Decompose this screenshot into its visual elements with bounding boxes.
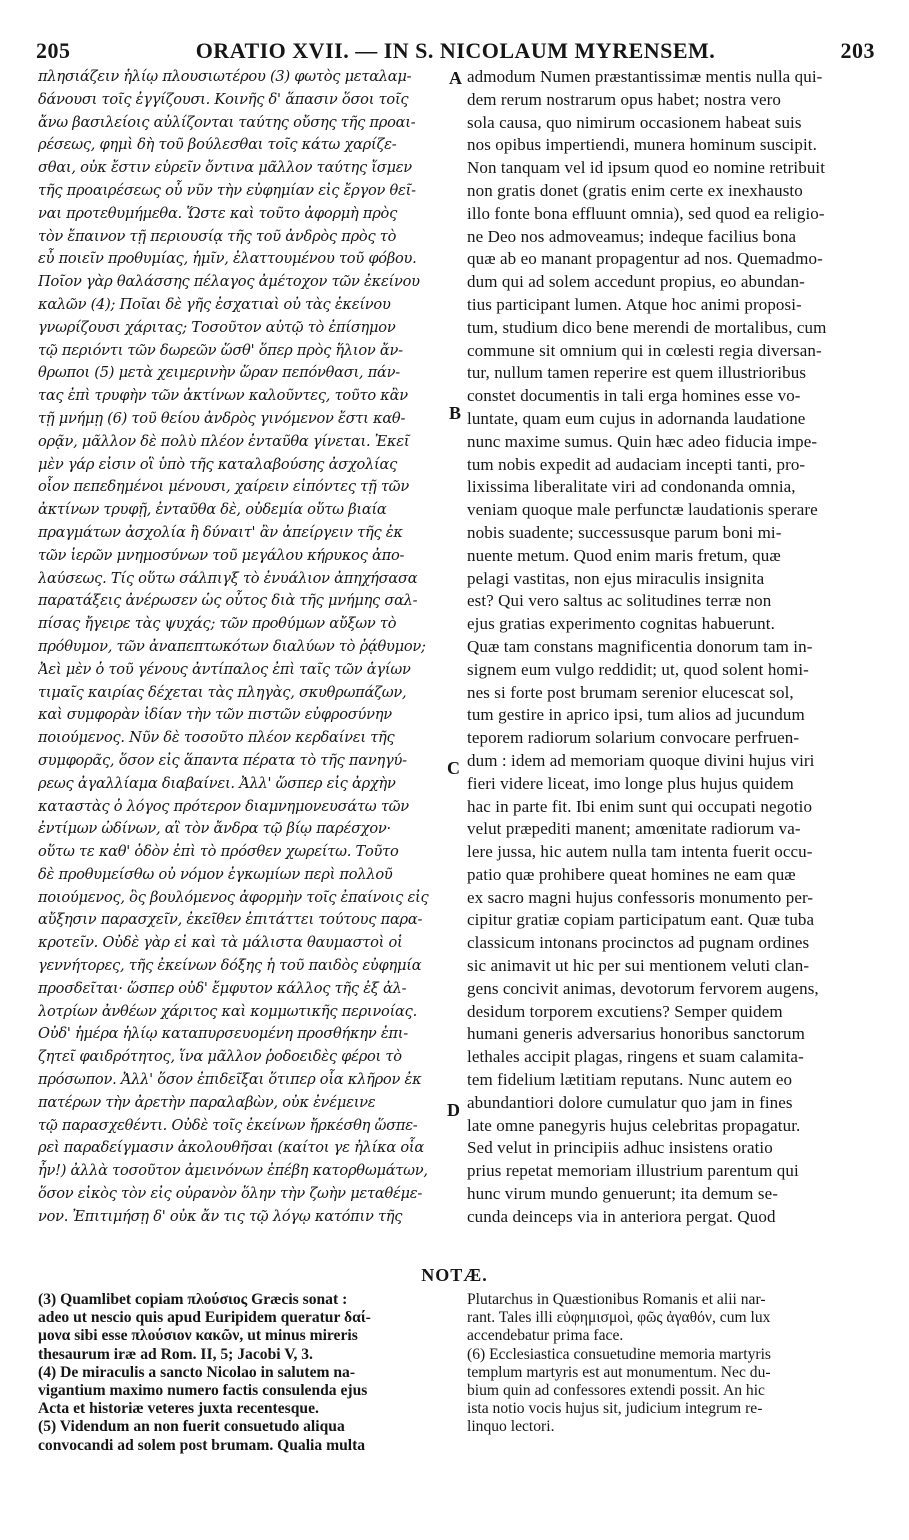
greek-text-line: ρέσεως, φημὶ δὴ τοῦ βούλεσθαι τοῖς κάτω χαρίζε- (38, 136, 397, 154)
footnote-line: adeo ut nescio quis apud Euripidem queratur δαί- (38, 1309, 371, 1327)
section-marker-a: A (449, 68, 462, 88)
latin-text-line: nobis suadente; successusque parum boni mi- (467, 522, 782, 542)
greek-text-line: ἐντίμων ὠδίνων, αἳ τὸν ἄνδρα τῷ βίῳ παρέσχον· (38, 820, 391, 838)
footnote-line: ista notio vocis hujus sit, judicium integrum re- (467, 1400, 763, 1418)
latin-text-column (467, 66, 871, 1229)
greek-text-line: ποιούμενος. Νῦν δὲ τοσοῦτο πλέον κερδαίνει τῆς (38, 729, 395, 747)
section-marker-c: C (447, 758, 460, 778)
page-number-left: 205 (36, 38, 71, 63)
greek-text-line: νον. Ἐπιτιμήσῃ δ' οὐκ ἄν τις τῷ λόγῳ κατόπιν τῆς (38, 1207, 403, 1225)
latin-text-line: est? Qui vero saltus ac solitudines terræ non (467, 591, 772, 611)
latin-text-line: lere jussa, hic autem nulla tam intenta fuerit occu- (467, 842, 813, 862)
greek-text-line: λοτρίων ἀνθέων χάριτος καὶ κομμωτικῆς περινοίας. (38, 1002, 417, 1020)
greek-text-line: ρεως ἀγαλλίαμα διαβαίνει. Ἀλλ' ὥσπερ εἰς ἀρχὴν (38, 774, 396, 792)
latin-text-line: dem rerum nostrarum opus habet; nostra vero (467, 89, 781, 109)
latin-text-line: tum nobis expedit ad audaciam incepti tanti, pro- (467, 454, 806, 474)
footnotes-left-column (38, 1291, 443, 1455)
greek-text-line: πατέρων τὴν ἀρετὴν παραλαβὼν, οὐκ ἐνέμεινε (38, 1093, 376, 1111)
latin-text-line: tius participant lumen. Atque hoc animi proposi- (467, 294, 802, 314)
latin-text-line: abundantiori dolore cumulatur quo jam in fines (467, 1092, 793, 1112)
latin-text-line: lixissima liberalitate viri ad condonanda omnia, (467, 477, 796, 497)
latin-text-line: fieri videre liceat, imo longe plus hujus quidem (467, 773, 794, 793)
greek-text-line: ζητεῖ φαιδρότητος, ἵνα μᾶλλον ῥοδοειδὲς φέροι τὸ (38, 1048, 402, 1066)
greek-text-line: ἀκτίνων τρυφῇ, ἐνταῦθα δὲ, οὐδεμία οὕτω βιαία (38, 501, 387, 519)
footnote-line: convocandi ad solem post brumam. Qualia multa (38, 1436, 366, 1454)
greek-text-line: προσδεῖται· ὥσπερ οὐδ' ἔμφυτον κάλλος τῆς ἐξ ἀλ- (38, 979, 407, 997)
latin-text-line: veniam quoque male perfunctæ laudationis sperare (467, 500, 818, 520)
footnote-line: vigantium maximo numero factis consulenda ejus (38, 1381, 368, 1399)
greek-text-line: ἄνω βασιλείοις αὐλίζονται ταύτης οὔσης τῆς προαι- (38, 113, 416, 131)
footnote-line: linquo lectori. (467, 1418, 555, 1436)
latin-text-line: admodum Numen præstantissimæ mentis nulla qui- (467, 67, 823, 86)
greek-text-line: τῷ περιόντι τῶν δωρεῶν ὥσθ' ὅπερ πρὸς ἥλιον ἄν- (38, 341, 403, 359)
greek-text-line: σθαι, οὐκ ἔστιν εὑρεῖν ὄντινα μᾶλλον ταύτης ἴσμεν (38, 159, 412, 177)
latin-text-line: quæ ab eo manant propagentur ad nos. Quemadmo- (467, 249, 823, 269)
latin-text-line: classicum intonans procinctos ad pugnam ordines (467, 933, 810, 953)
latin-text-line: tum, studium dico bene merendi de mortalibus, cum (467, 317, 827, 337)
footnote-line: Acta et historiæ veteres juxta recentesque. (38, 1400, 319, 1418)
greek-text-line: τῶν ἱερῶν μνημοσύνων τοῦ μεγάλου κήρυκος ἀπο- (38, 546, 405, 564)
latin-text-line: nunc maxime sumus. Quin hæc adeo fiducia impe- (467, 431, 818, 451)
latin-text-line: Quæ tam constans magnificentia donorum tam in- (467, 636, 813, 656)
greek-text-line: ορᾷν, μᾶλλον δὲ πολὺ πλέον ἐνταῦθα γίνεται. Ἐκεῖ (38, 432, 410, 450)
latin-text-line: nuente metum. Quod enim maris fretum, quæ (467, 545, 781, 565)
greek-text-line: δὲ προθυμείσθω οὐ νόμον ἐγκωμίων περὶ πολλοῦ (38, 865, 393, 883)
greek-text-line: θρωποι (5) μετὰ χειμερινὴν ὥραν πεπόνθασι, πάν- (38, 364, 400, 382)
greek-text-column (38, 66, 441, 1229)
greek-text-line: ρεὶ παραδείγμασιν ἀκολουθῆσαι (καίτοι γε ἠλίκα οἷα (38, 1139, 424, 1157)
latin-text-line: teporem radiorum solarium convocare perfruen- (467, 728, 800, 748)
latin-text-line: velut præpediti manent; amœnitate radiorum va- (467, 819, 801, 839)
greek-text-line: πρόθυμον, τῶν ἀναπεπτωκότων διαλύων τὸ ῥᾴθυμον; (38, 637, 426, 655)
greek-text-line: λαύσεως. Τίς οὕτω σάλπιγξ τὸ ἐνυάλιον ἀπηχήσασα (38, 569, 418, 587)
greek-text-line: παρατάξεις ἀνέρωσεν ὡς οὗτος διὰ τῆς μνήμης σαλ- (38, 592, 418, 610)
greek-text-line: γνωρίζουσι χάριτας; Τοσοῦτον αὐτῷ τὸ ἐπίσημον (38, 318, 396, 336)
latin-text-line: Sed velut in principiis adhuc insistens oratio (467, 1138, 773, 1158)
latin-text-line: gens concivit animas, devotorum fervorem augens, (467, 978, 819, 998)
latin-text-line: Non tanquam vel id ipsum quod eo nomine retribuit (467, 158, 826, 178)
footnote-line: (3) Quamlibet copiam πλούσιος Græcis sonat : (38, 1291, 348, 1308)
greek-text-line: πραγμάτων ἀσχολία ἢ δύναιτ' ἂν ἀπείργειν τῆς ἐκ (38, 523, 403, 541)
greek-text-line: οἷον πεπεδημένοι μένουσι, χαίρειν εἰπόντες τῇ τῶν (38, 478, 409, 496)
greek-text-line: εὖ ποιεῖν προθυμίας, ἡμῖν, ἐλαττουμένου τοῦ φόβου. (38, 250, 417, 268)
greek-text-line: τας ἐπὶ τρυφὴν τῶν ἀκτίνων καλοῦντες, τοῦτο κἂν (38, 387, 408, 405)
running-title: ORATIO XVII. — IN S. NICOLAUM MYRENSEM. (195, 38, 716, 63)
greek-text-line: οὕτω τε καθ' ὁδὸν ἐπὶ τὸ πρόσθεν χωρείτω. Τοῦτο (38, 843, 399, 861)
footnote-line: μονα sibi esse πλούσιον κακῶν, ut minus mireris (38, 1327, 358, 1345)
greek-text-line: αὔξησιν παρασχεῖν, ἐκεῖθεν ἐπιτάττει τούτους παρα- (38, 911, 423, 929)
latin-text-line: tem fidelium lætitiam reputans. Nunc autem eo (467, 1070, 793, 1090)
section-marker-d: D (447, 1100, 460, 1120)
footnote-line: (6) Ecclesiastica consuetudine memoria martyris (467, 1345, 771, 1363)
greek-text-line: γεννήτορες, τῆς ἐκείνων δόξης ἡ τοῦ παιδὸς εὐφημία (38, 957, 422, 975)
latin-text-line: luntate, quam eum cujus in adornanda laudatione (467, 408, 806, 428)
greek-text-line: τῷ παρασχεθέντι. Οὐδὲ τοῖς ἐκείνων ἤρκέσθη ὥσπε- (38, 1116, 418, 1134)
latin-text-line: non gratis donet (gratis enim certe ex inexhausto (467, 180, 803, 200)
footnote-line: rant. Tales illi εὐφημισμοὶ, φῶς ἀγαθόν, cum lux (467, 1309, 771, 1327)
latin-text-line: sola causa, quo nimirum occasionem habeat suis (467, 112, 802, 132)
latin-text-line: hac in parte fit. Ibi enim sunt qui occupati negotio (467, 796, 813, 816)
greek-text-line: τιμαῖς καιρίας δέχεται τὰς πληγὰς, σκυθρωπάζων, (38, 683, 407, 701)
latin-text-line: ne Deo nos admoveamus; indeque facilius bona (467, 226, 797, 246)
page-number-right: 203 (840, 38, 875, 63)
latin-text-line: cipitur gratiæ copiam participatum eant. Quæ tuba (467, 910, 815, 930)
greek-text-line: ἦν!) ἀλλὰ τοσοῦτον ἀμεινόνων ἐπέβη κατορθωμάτων, (38, 1162, 428, 1180)
greek-text-line: καλῶν (4); Ποῖαι δὲ γῆς ἐσχατιαὶ οὐ τὰς ἐκείνου (38, 295, 391, 313)
footnotes-right-column (467, 1291, 871, 1437)
greek-text-line: Οὐδ' ἡμέρα ἡλίῳ καταπυρσευομένη προσθήκην ἐπι- (38, 1025, 408, 1043)
latin-text-line: cunda deinceps via in anteriora pergat. Quod (467, 1206, 776, 1226)
latin-text-line: patio quæ prohibere queat homines ne eam quæ (467, 864, 796, 884)
latin-text-line: tur, nullum tamen reperire est quem illustrioribus (467, 363, 807, 383)
latin-text-line: humani generis adversarius honoribus sanctorum (467, 1024, 805, 1044)
latin-text-line: constet documentis in tali erga homines esse vo- (467, 386, 801, 406)
greek-text-line: δάνουσι τοῖς ἐγγίζουσι. Κοινῆς δ' ἅπασιν ὅσοι τοῖς (38, 90, 409, 108)
latin-text-line: prius repetat memoriam illustrium parentum qui (467, 1161, 799, 1181)
footnote-line: (4) De miraculis a sancto Nicolao in salutem na- (38, 1363, 356, 1381)
greek-text-line: πίσας ἤγειρε τὰς ψυχάς; τῶν προθύμων αὔξων τὸ (38, 615, 397, 633)
latin-text-line: ejus gratias experimento cognitas habuerunt. (467, 614, 775, 634)
footnote-line: Plutarchus in Quæstionibus Romanis et alii nar- (467, 1291, 766, 1308)
greek-text-line: συμφορᾶς, ὅσον εἰς ἅπαντα πέρατα τὸ τῆς πανηγύ- (38, 751, 407, 769)
footnote-line: thesaurum iræ ad Rom. II, 5; Jacobi V, 3. (38, 1345, 313, 1363)
page-header (36, 38, 875, 64)
footnote-line: (5) Videndum an non fuerit consuetudo aliqua (38, 1418, 345, 1436)
footnote-line: accendebatur prima face. (467, 1327, 624, 1345)
greek-text-line: ὅσον εἰκὸς τὸν εἰς οὐρανὸν ὅλην τὴν ζωὴν μεταθέμε- (38, 1185, 423, 1203)
latin-text-line: nes si forte post brumam serenior elucescat sol, (467, 682, 794, 702)
latin-text-line: late omne panegyris hujus celebritas propagatur. (467, 1115, 801, 1135)
latin-text-line: desidum torporem excutiens? Semper quidem (467, 1001, 783, 1021)
latin-text-line: signem eum vulgo reddidit; ut, quod solent homi- (467, 659, 809, 679)
footnote-line: bium quin ad confessores extendi possit. An hic (467, 1381, 765, 1399)
greek-text-line: κροτεῖν. Οὐδὲ γὰρ εἰ καὶ τὰ μάλιστα θαυμαστοὶ οἱ (38, 934, 403, 952)
greek-text-line: Ἀεὶ μὲν ὁ τοῦ γένους ἀντίπαλος ἐπὶ ταῖς τῶν ἁγίων (38, 660, 411, 678)
section-marker-b: B (449, 403, 462, 423)
latin-text-line: ex sacro magni hujus confessoris monumento per- (467, 887, 814, 907)
latin-text-line: dum : idem ad memoriam quoque divini hujus viri (467, 750, 815, 770)
greek-text-line: πρόσωπον. Ἀλλ' ὅσον ἐπιδεῖξαι ὅτιπερ οἷα κλῆρον ἐκ (38, 1071, 422, 1089)
latin-text-line: tum gestire in aprico ipsi, tum alios ad jucundum (467, 705, 805, 725)
latin-text-line: commune sit omnium qui in cœlesti regia diversan- (467, 340, 822, 360)
greek-text-line: τὸν ἔπαινον τῇ περιουσίᾳ τῆς τοῦ ἀνδρὸς πρὸς τὸ (38, 227, 397, 245)
greek-text-line: Ποῖον γὰρ θαλάσσης πέλαγος ἀμέτοχον τῶν ἐκείνου (38, 273, 420, 291)
greek-text-line: ποιούμενος, ὃς βουλόμενος ἀφορμὴν τοῖς ἐπαίνοις εἰς (38, 888, 429, 906)
latin-text-line: nos opibus impertiendi, munera hominum suscipit. (467, 135, 817, 155)
greek-text-line: καταστὰς ὁ λόγος πρότερον διαμνημονευσάτω τῶν (38, 797, 409, 815)
footnote-line: templum martyris est aut monumentum. Nec du- (467, 1363, 771, 1381)
greek-text-line: καὶ συμφορὰν ἰδίαν τὴν τῶν πιστῶν εὐφροσύνην (38, 706, 392, 724)
notes-heading: NOTÆ. (421, 1265, 488, 1285)
latin-text-line: hunc virum mundo genuerunt; ita demum se- (467, 1184, 778, 1204)
greek-text-line: τῇ μνήμῃ (6) τοῦ θείου ἀνδρὸς γινόμενον ἔστι καθ- (38, 409, 406, 427)
greek-text-line: μὲν γάρ εἰσιν οἳ ὑπὸ τῆς καταλαβούσης ἀσχολίας (38, 455, 398, 473)
greek-text-line: ναι προτεθυμήμεθα. Ὥστε καὶ τοῦτο ἀφορμὴ πρὸς (38, 204, 398, 222)
latin-text-line: illo fonte bona effluunt omnia), sed quod ea religio- (467, 203, 825, 223)
latin-text-line: sic animavit ut hic per sui mentionem veluti clan- (467, 956, 810, 976)
latin-text-line: lethales accipit plagas, ringens et suam calamita- (467, 1047, 804, 1067)
greek-text-line: τῆς προαιρέσεως οὗ νῦν τὴν εὐφημίαν εἰς ἔργον θεῖ- (38, 181, 416, 199)
latin-text-line: pelagi vastitas, non ejus miraculis insignita (467, 568, 765, 588)
latin-text-line: dum qui ad solem accedunt propius, eo abundan- (467, 272, 805, 292)
greek-text-line: πλησιάζειν ἡλίῳ πλουσιωτέρου (3) φωτὸς μεταλαμ- (38, 68, 412, 85)
